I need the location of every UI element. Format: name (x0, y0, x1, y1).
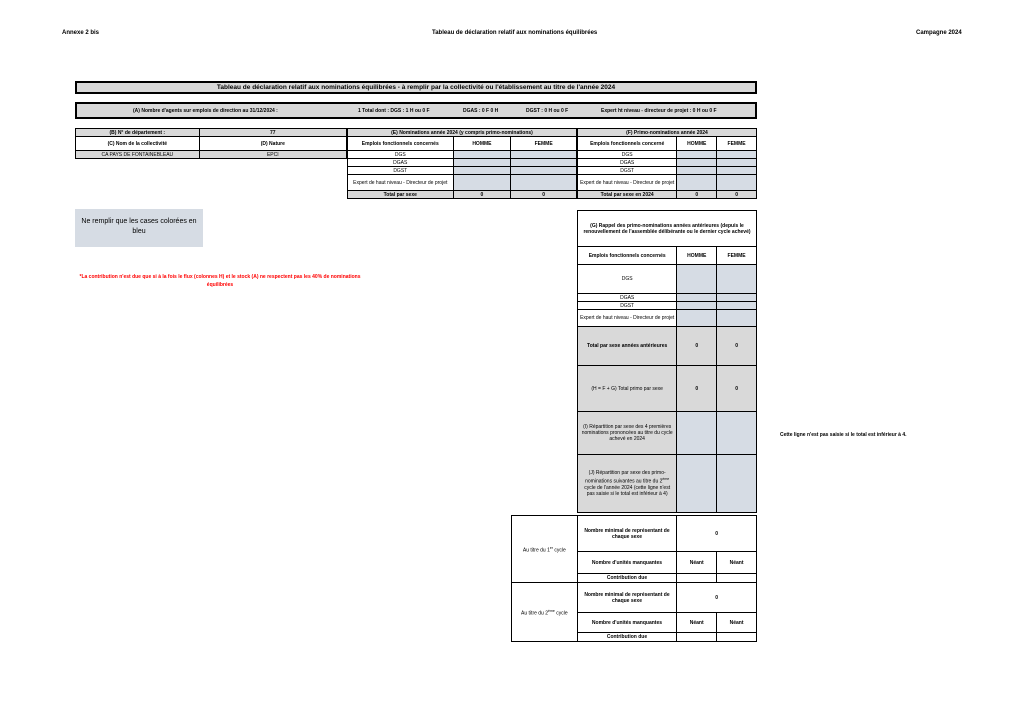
table-f-row-label: DGAS (578, 159, 677, 167)
agents-expert: Expert ht niveau - directeur de projet : 0 H ou 0 F (601, 108, 717, 114)
cycle-1-contrib-f (717, 574, 757, 583)
input-cell[interactable] (677, 265, 717, 294)
input-cell[interactable] (717, 455, 757, 513)
input-cell[interactable] (511, 175, 577, 191)
input-cell[interactable] (717, 412, 757, 455)
collectivite-table (75, 128, 347, 159)
agents-dgst: DGST : 0 H ou 0 F (526, 108, 569, 114)
table-g-col-femme: FEMME (717, 247, 757, 265)
legend-blue-box: Ne remplir que les cases colorées en bleu (75, 209, 203, 247)
table-e-title: (E) Nominations année 2024 (y compris primo-nominations) (348, 129, 577, 137)
input-cell[interactable] (677, 159, 717, 167)
input-cell[interactable] (453, 151, 511, 159)
table-j-label-b: cycle de l'année 2024 (cette ligne n'est pas saisie si le total est inférieur à 4) (584, 484, 671, 497)
cycle-2-sup: ème (548, 608, 555, 613)
cycle-2-label (512, 583, 578, 642)
table-f-total-h: 0 (677, 191, 717, 199)
input-cell[interactable] (677, 455, 717, 513)
cycle-1-contrib-h (677, 574, 717, 583)
agents-total: 1 Total dont : DGS : 1 H ou 0 F (358, 108, 430, 114)
table-g-row-label: Expert de haut niveau - Directeur de projet (578, 310, 677, 327)
table-g-row-label: DGST (578, 302, 677, 310)
input-cell[interactable] (677, 310, 717, 327)
input-cell[interactable] (511, 159, 577, 167)
annex-label: Annexe 2 bis (62, 30, 100, 36)
cycle-2-min-label: Nombre minimal de représentant de chaque sexe (577, 583, 677, 613)
main-title: Tableau de déclaration relatif aux nominations équilibrées - à remplir par la collectivité ou l'établissement au titre de l'année 2024 (75, 81, 757, 94)
table-e-row-label: DGST (348, 167, 454, 175)
cycle-2-label-a: Au titre du 2 (521, 610, 549, 617)
nature-label: (D) Nature (199, 137, 346, 151)
table-j-label-a: (J) Répartition par sexe des primo-nominations suivantes au titre du 2 (585, 470, 666, 485)
input-cell[interactable] (677, 294, 717, 302)
table-h-label: (H = F + G) Total primo par sexe (578, 366, 677, 412)
table-e-row-label: DGAS (348, 159, 454, 167)
input-cell[interactable] (677, 302, 717, 310)
table-h-h: 0 (677, 366, 717, 412)
cycle-2-missing-f: Néant (717, 613, 757, 633)
table-f-title: (F) Primo-nominations année 2024 (578, 129, 757, 137)
page-title: Tableau de déclaration relatif aux nominations équilibrées (432, 30, 598, 36)
input-cell[interactable] (677, 175, 717, 191)
input-cell[interactable] (677, 151, 717, 159)
dept-value: 77 (199, 129, 346, 137)
input-cell[interactable] (717, 159, 757, 167)
input-cell[interactable] (677, 412, 717, 455)
table-e-row-label: Expert de haut niveau - Directeur de projet (348, 175, 454, 191)
table-g-col-emplois: Emplois fonctionnels concernés (578, 247, 677, 265)
cycle-2-contrib-h (677, 633, 717, 642)
input-cell[interactable] (717, 175, 757, 191)
cycle-2-label-b: cycle (554, 610, 568, 617)
input-cell[interactable] (453, 167, 511, 175)
table-h-f: 0 (717, 366, 757, 412)
table-g-total-h: 0 (677, 327, 717, 366)
input-cell[interactable] (717, 294, 757, 302)
agents-dgas: DGAS : 0 F 0 H (463, 108, 499, 114)
cycle-1-label-a: Au titre du 1 (522, 547, 550, 554)
red-note: *La contribution n'est due que si à la fois le flux (colonnes H) et le stock (A) ne respectent pas les 40% de nominations équilibrées (79, 274, 361, 288)
input-cell[interactable] (717, 167, 757, 175)
table-j-label (578, 455, 677, 513)
campaign-label: Campagne 2024 (916, 30, 962, 36)
table-g-total-f: 0 (717, 327, 757, 366)
cycle-2-contribution: Contribution due (577, 633, 677, 642)
cycle-1-missing-h: Néant (677, 552, 717, 574)
cycle-1-contribution: Contribution due (577, 574, 677, 583)
table-g-row-label: DGAS (578, 294, 677, 302)
table-e-row-label: DGS (348, 151, 454, 159)
input-cell[interactable] (511, 151, 577, 159)
input-cell[interactable] (717, 310, 757, 327)
table-f-col-femme: FEMME (717, 137, 757, 151)
cycle-2-contrib-f (717, 633, 757, 642)
table-f-col-emplois: Emplois fonctionnels concerné (578, 137, 677, 151)
table-j-sup: ème (662, 477, 670, 482)
table-f-total-label: Total par sexe en 2024 (578, 191, 677, 199)
table-g (577, 210, 757, 513)
table-e-total-h: 0 (453, 191, 511, 199)
side-note: Cette ligne n'est pas saisie si le total est inférieur à 4. (780, 432, 907, 438)
cycle-1-label (512, 516, 578, 583)
table-f-row-label: DGST (578, 167, 677, 175)
dept-label: (B) N° de département : (76, 129, 200, 137)
cycles-table (511, 515, 757, 642)
table-i-label: (I) Répartition par sexe des 4 premières nominations prononcées au titre du cycle achevé en 2024 (578, 412, 677, 455)
table-g-title: (G) Rappel des primo-nominations années antérieures (depuis le renouvellement de l'assemblée délibérante ou le dernier cycle achevé) (578, 211, 757, 247)
input-cell[interactable] (453, 159, 511, 167)
cycle-1-min-label: Nombre minimal de représentant de chaque sexe (577, 516, 677, 552)
name-label: (C) Nom de la collectivité (76, 137, 200, 151)
cycle-1-label-b: cycle (552, 547, 566, 554)
table-f-col-homme: HOMME (677, 137, 717, 151)
table-e-col-femme: FEMME (511, 137, 577, 151)
table-e (347, 128, 577, 199)
input-cell[interactable] (511, 167, 577, 175)
table-e-col-homme: HOMME (453, 137, 511, 151)
input-cell[interactable] (677, 167, 717, 175)
cycle-2-missing-h: Néant (677, 613, 717, 633)
cycle-2-missing-label: Nombre d'unités manquantes (577, 613, 677, 633)
agents-label: (A) Nombre d'agents sur emplois de direction au 31/12/2024 : (133, 108, 278, 114)
cycle-2-min-value: 0 (677, 583, 757, 613)
input-cell[interactable] (453, 175, 511, 191)
table-e-total-label: Total par sexe (348, 191, 454, 199)
nature-value: EPCI (199, 151, 346, 159)
table-f (577, 128, 757, 199)
cycle-1-min-value: 0 (677, 516, 757, 552)
cycle-1-sup: er (549, 545, 553, 550)
table-f-total-f: 0 (717, 191, 757, 199)
cycle-1-missing-label: Nombre d'unités manquantes (577, 552, 677, 574)
name-value: CA PAYS DE FONTAINEBLEAU (76, 151, 200, 159)
cycle-1-missing-f: Néant (717, 552, 757, 574)
table-g-col-homme: HOMME (677, 247, 717, 265)
input-cell[interactable] (717, 302, 757, 310)
agents-bar (75, 102, 757, 119)
input-cell[interactable] (717, 151, 757, 159)
table-e-col-emplois: Emplois fonctionnels concernés (348, 137, 454, 151)
table-e-total-f: 0 (511, 191, 577, 199)
table-g-row-label: DGS (578, 265, 677, 294)
input-cell[interactable] (717, 265, 757, 294)
table-f-row-label: Expert de haut niveau - Directeur de projet (578, 175, 677, 191)
table-f-row-label: DGS (578, 151, 677, 159)
table-g-total-label: Total par sexe années antérieures (578, 327, 677, 366)
